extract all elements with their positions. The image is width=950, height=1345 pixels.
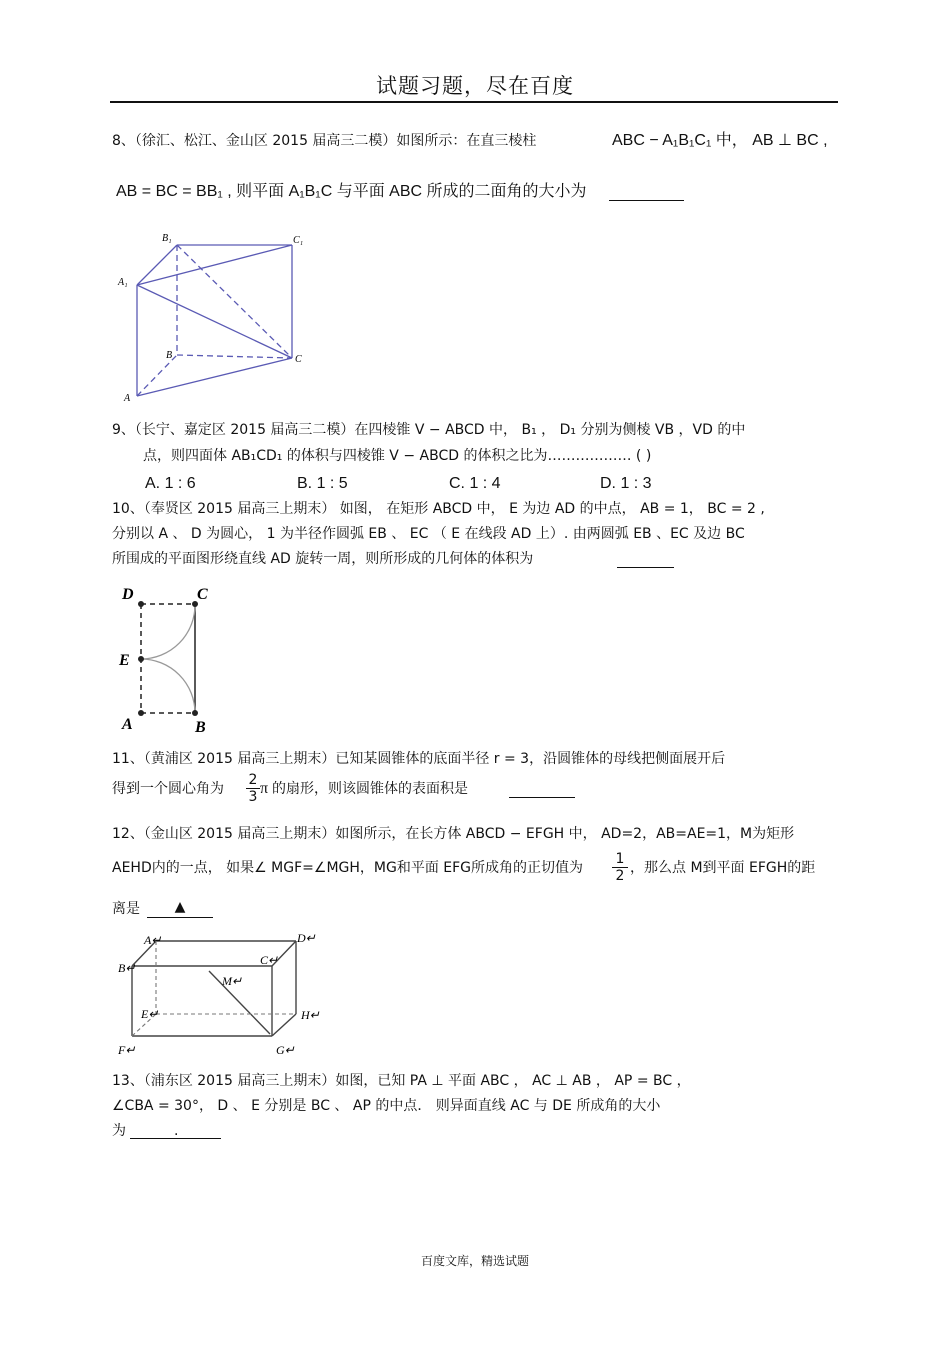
q11-frac-numerator: 2 <box>248 772 258 788</box>
q8-label-b: B <box>166 350 173 361</box>
q12-frac-numerator: 1 <box>615 851 625 867</box>
page-footer: 百度文库，精选试题 <box>420 1254 529 1268</box>
q12-label-f: F↵ <box>118 1043 136 1057</box>
q10-line2: 分别以 A 、 D 为圆心， 1 为半径作圆弧 EB 、 EC （ E 在线段 AD 上）. 由两圆弧 EB 、EC 及边 BC <box>112 526 745 542</box>
q10-label-a: A <box>122 716 133 733</box>
q12-label-b: B↵ <box>118 961 136 975</box>
q8-label-b1: B₁ <box>162 233 172 244</box>
q12-cuboid-figure <box>112 928 327 1060</box>
q12-label-e: E↵ <box>141 1007 159 1021</box>
q9-option-a: A. 1 : 6 <box>145 475 196 492</box>
q10-line1: 10、（奉贤区 2015 届高三上期末） 如图， 在矩形 ABCD 中， E 为边 AD 的中点， AB = 1， BC = 2 , <box>112 501 765 517</box>
q10-label-c: C <box>197 586 208 603</box>
q12-frac-denominator: 2 <box>612 867 628 884</box>
q8-line1: 8、（徐汇、松江、金山区 2015 届高三二模）如图所示：在直三棱柱 <box>112 133 537 149</box>
q8-label-a1: A₁ <box>118 277 128 288</box>
q11-answer-blank <box>509 783 575 798</box>
q10-line3: 所围成的平面图形绕直线 AD 旋转一周，则所形成的几何体的体积为 <box>112 551 534 567</box>
q10-label-e: E <box>119 652 130 669</box>
q12-label-h: H↵ <box>301 1008 320 1022</box>
q8-label-c1: C₁ <box>293 235 304 246</box>
q12-label-a: A↵ <box>144 933 162 947</box>
q12-line1: 12、（金山区 2015 届高三上期末）如图所示，在长方体 ABCD − EFGH 中， AD=2，AB=AE=1，M为矩形 <box>112 826 795 842</box>
q13-line2: ∠CBA = 30°， D 、 E 分别是 BC 、 AP 的中点． 则异面直线 AC 与 DE 所成角的大小 <box>112 1098 661 1114</box>
q12-label-g: G↵ <box>276 1043 295 1057</box>
q10-label-b: B <box>195 719 206 735</box>
header-rule <box>110 101 838 103</box>
q12-fraction <box>612 851 628 884</box>
q12-label-d: D↵ <box>297 931 316 945</box>
q12-label-c: C↵ <box>260 953 279 967</box>
q8-label-c: C <box>295 354 302 365</box>
q10-answer-blank <box>617 553 674 568</box>
q9-option-b: B. 1 : 5 <box>297 475 348 492</box>
q12-answer-triangle: ▲ <box>147 897 213 918</box>
q12-line2b: ，那么点 M到平面 EFGH的距 <box>630 860 816 876</box>
q11-fraction <box>246 772 260 805</box>
q12-line2a: AEHD内的一点， 如果∠ MGF=∠MGH，MG和平面 EFG所成角的正切值为 <box>112 860 584 876</box>
q13-line3: 为 <box>112 1123 126 1139</box>
q9-option-c: C. 1 : 4 <box>449 475 501 492</box>
q11-pi: π <box>260 780 269 797</box>
q11-line1: 11、（黄浦区 2015 届高三上期末）已知某圆锥体的底面半径 r = 3，沿圆锥体的母线把侧面展开后 <box>112 751 726 767</box>
q8-line2: AB = BC = BB₁ , 则平面 A₁B₁C 与平面 ABC 所成的二面角的大小为 <box>116 183 587 200</box>
q9-line2: 点，则四面体 AB₁CD₁ 的体积与四棱锥 V − ABCD 的体积之比为……………… ( ) <box>143 448 652 464</box>
q9-line1: 9、（长宁、嘉定区 2015 届高三二模）在四棱锥 V − ABCD 中， B₁ ， D₁ 分别为侧棱 VB ，VD 的中 <box>112 422 746 438</box>
q12-line3: 离是 <box>112 901 140 917</box>
q11-line2b: 的扇形，则该圆锥体的表面积是 <box>272 781 468 797</box>
q11-line2a: 得到一个圆心角为 <box>112 781 224 797</box>
q8-math1: ABC − A₁B₁C₁ 中， AB ⊥ BC , <box>612 132 828 149</box>
q10-rectangle-figure <box>112 580 222 735</box>
q13-line1: 13、（浦东区 2015 届高三上期末）如图，已知 PA ⊥ 平面 ABC ， AC ⊥ AB ， AP = BC ， <box>112 1073 691 1089</box>
q10-label-d: D <box>122 586 134 603</box>
page-header-title: 试题习题，尽在百度 <box>376 74 574 98</box>
q12-label-m: M↵ <box>222 974 243 988</box>
q8-label-a: A <box>124 393 131 404</box>
q8-prism-figure <box>112 228 312 408</box>
q13-line3-period: . <box>174 1123 179 1139</box>
q9-option-d: D. 1 : 3 <box>600 475 652 492</box>
q11-frac-denominator: 3 <box>246 788 260 805</box>
q8-answer-blank <box>609 186 684 201</box>
